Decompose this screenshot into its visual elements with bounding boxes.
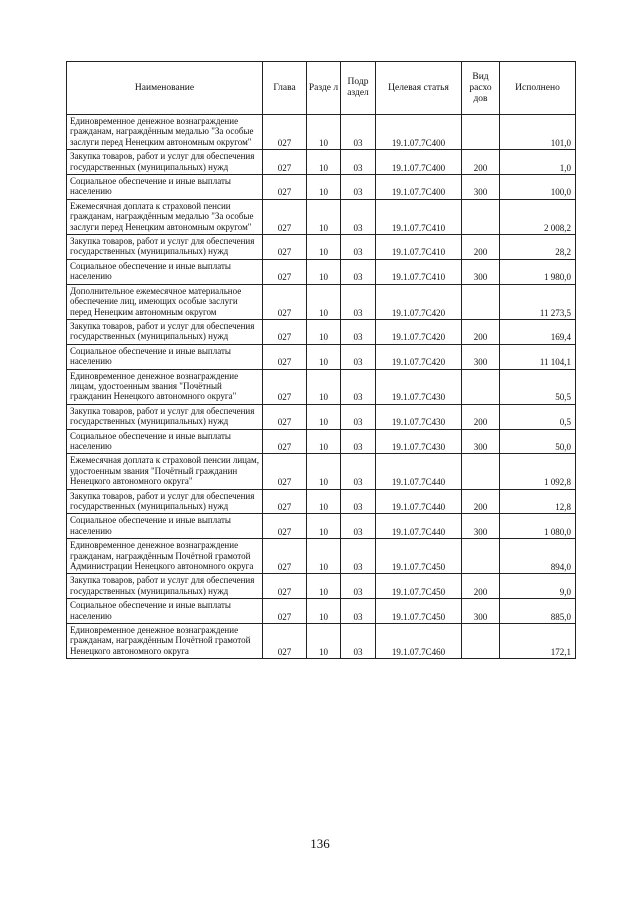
cell-statya: 19.1.07.7С410: [376, 199, 462, 234]
cell-statya: 19.1.07.7С450: [376, 539, 462, 574]
cell-glava: 027: [263, 429, 307, 454]
cell-name: Ежемесячная доплата к страховой пенсии гражданам, награждённым медалью "За особые заслуги перед Ненецким автономным округом": [67, 199, 263, 234]
table-row: [67, 344, 576, 369]
cell-vid: 300: [462, 259, 500, 284]
cell-vid: 300: [462, 175, 500, 200]
cell-name: Закупка товаров, работ и услуг для обеспечения государственных (муниципальных) нужд: [67, 489, 263, 514]
cell-glava: 027: [263, 404, 307, 429]
cell-podrazdel: 03: [341, 404, 376, 429]
cell-podrazdel: 03: [341, 344, 376, 369]
cell-vid: [462, 199, 500, 234]
cell-name: Закупка товаров, работ и услуг для обеспечения государственных (муниципальных) нужд: [67, 319, 263, 344]
cell-razdel: 10: [307, 235, 341, 260]
table-row: [67, 454, 576, 489]
cell-glava: 027: [263, 454, 307, 489]
table-row: [67, 574, 576, 599]
cell-podrazdel: 03: [341, 429, 376, 454]
cell-ispolneno: 11 104,1: [500, 344, 576, 369]
cell-ispolneno: 100,0: [500, 175, 576, 200]
cell-vid: 300: [462, 344, 500, 369]
cell-glava: 027: [263, 259, 307, 284]
table-row: [67, 235, 576, 260]
cell-glava: 027: [263, 514, 307, 539]
cell-vid: 300: [462, 599, 500, 624]
cell-name: Ежемесячная доплата к страховой пенсии лицам, удостоенным звания "Почётный гражданин Ненецкого автономного округа": [67, 454, 263, 489]
cell-razdel: 10: [307, 599, 341, 624]
cell-name: Социальное обеспечение и иные выплаты населению: [67, 344, 263, 369]
cell-ispolneno: 28,2: [500, 235, 576, 260]
table-row: [67, 319, 576, 344]
header-razdel: Разде л: [307, 62, 341, 115]
cell-glava: 027: [263, 319, 307, 344]
cell-glava: 027: [263, 369, 307, 404]
cell-name: Социальное обеспечение и иные выплаты населению: [67, 259, 263, 284]
cell-glava: 027: [263, 235, 307, 260]
cell-name: Закупка товаров, работ и услуг для обеспечения государственных (муниципальных) нужд: [67, 404, 263, 429]
cell-statya: 19.1.07.7С420: [376, 344, 462, 369]
cell-name: Социальное обеспечение и иные выплаты населению: [67, 599, 263, 624]
cell-name: Закупка товаров, работ и услуг для обеспечения государственных (муниципальных) нужд: [67, 574, 263, 599]
table-row: [67, 514, 576, 539]
cell-vid: 200: [462, 235, 500, 260]
cell-razdel: 10: [307, 454, 341, 489]
cell-name: Социальное обеспечение и иные выплаты населению: [67, 175, 263, 200]
budget-table: [66, 61, 576, 659]
table-row: [67, 599, 576, 624]
cell-statya: 19.1.07.7С400: [376, 175, 462, 200]
cell-glava: 027: [263, 175, 307, 200]
cell-ispolneno: 11 273,5: [500, 284, 576, 319]
cell-name: Единовременное денежное вознаграждение гражданам, награждённым Почётной грамотой Администрации Ненецкого автономного округа: [67, 539, 263, 574]
cell-statya: 19.1.07.7С440: [376, 514, 462, 539]
cell-statya: 19.1.07.7С410: [376, 235, 462, 260]
cell-ispolneno: 50,5: [500, 369, 576, 404]
cell-statya: 19.1.07.7С400: [376, 150, 462, 175]
cell-vid: [462, 284, 500, 319]
cell-glava: 027: [263, 284, 307, 319]
cell-vid: 200: [462, 574, 500, 599]
cell-name: Единовременное денежное вознаграждение гражданам, награждённым медалью "За особые заслуги перед Ненецким автономным округом": [67, 115, 263, 150]
cell-podrazdel: 03: [341, 539, 376, 574]
cell-statya: 19.1.07.7С400: [376, 115, 462, 150]
table-row: [67, 404, 576, 429]
cell-podrazdel: 03: [341, 454, 376, 489]
cell-statya: 19.1.07.7С420: [376, 284, 462, 319]
table-row: [67, 539, 576, 574]
cell-glava: 027: [263, 150, 307, 175]
table-row: [67, 284, 576, 319]
cell-ispolneno: 885,0: [500, 599, 576, 624]
cell-podrazdel: 03: [341, 624, 376, 659]
table-row: [67, 259, 576, 284]
cell-razdel: 10: [307, 624, 341, 659]
table-row: [67, 369, 576, 404]
cell-podrazdel: 03: [341, 199, 376, 234]
cell-vid: 200: [462, 404, 500, 429]
cell-ispolneno: 2 008,2: [500, 199, 576, 234]
cell-statya: 19.1.07.7С460: [376, 624, 462, 659]
cell-podrazdel: 03: [341, 284, 376, 319]
cell-podrazdel: 03: [341, 489, 376, 514]
cell-razdel: 10: [307, 369, 341, 404]
cell-glava: 027: [263, 489, 307, 514]
page-number: 136: [310, 836, 330, 851]
cell-ispolneno: 1 092,8: [500, 454, 576, 489]
table-row: [67, 115, 576, 150]
cell-podrazdel: 03: [341, 259, 376, 284]
cell-name: Социальное обеспечение и иные выплаты населению: [67, 514, 263, 539]
cell-razdel: 10: [307, 514, 341, 539]
cell-statya: 19.1.07.7С420: [376, 319, 462, 344]
cell-ispolneno: 0,5: [500, 404, 576, 429]
header-vid: Вид расхо дов: [462, 62, 500, 115]
cell-podrazdel: 03: [341, 150, 376, 175]
cell-vid: 200: [462, 489, 500, 514]
cell-razdel: 10: [307, 199, 341, 234]
cell-name: Единовременное денежное вознаграждение лицам, удостоенным звания "Почётный гражданин Ненецкого автономного округа": [67, 369, 263, 404]
cell-vid: [462, 454, 500, 489]
cell-statya: 19.1.07.7С430: [376, 429, 462, 454]
cell-statya: 19.1.07.7С450: [376, 574, 462, 599]
header-statya: Целевая статья: [376, 62, 462, 115]
table-body: [67, 115, 576, 659]
cell-razdel: 10: [307, 344, 341, 369]
cell-ispolneno: 1 980,0: [500, 259, 576, 284]
header-ispolneno: Исполнено: [500, 62, 576, 115]
cell-vid: 200: [462, 319, 500, 344]
table-row: [67, 624, 576, 659]
cell-vid: [462, 115, 500, 150]
cell-glava: 027: [263, 539, 307, 574]
cell-podrazdel: 03: [341, 319, 376, 344]
cell-statya: 19.1.07.7С430: [376, 404, 462, 429]
cell-vid: [462, 369, 500, 404]
cell-glava: 027: [263, 624, 307, 659]
cell-name: Социальное обеспечение и иные выплаты населению: [67, 429, 263, 454]
cell-ispolneno: 9,0: [500, 574, 576, 599]
cell-ispolneno: 12,8: [500, 489, 576, 514]
cell-razdel: 10: [307, 115, 341, 150]
cell-razdel: 10: [307, 489, 341, 514]
cell-razdel: 10: [307, 404, 341, 429]
cell-statya: 19.1.07.7С410: [376, 259, 462, 284]
cell-glava: 027: [263, 574, 307, 599]
cell-podrazdel: 03: [341, 574, 376, 599]
cell-vid: [462, 539, 500, 574]
cell-statya: 19.1.07.7С440: [376, 454, 462, 489]
cell-podrazdel: 03: [341, 175, 376, 200]
cell-name: Закупка товаров, работ и услуг для обеспечения государственных (муниципальных) нужд: [67, 150, 263, 175]
cell-name: Дополнительное ежемесячное материальное обеспечение лиц, имеющих особые заслуги перед Ненецким автономным округом: [67, 284, 263, 319]
table-row: [67, 150, 576, 175]
cell-ispolneno: 1,0: [500, 150, 576, 175]
table-row: [67, 489, 576, 514]
cell-glava: 027: [263, 599, 307, 624]
header-name: Наименование: [67, 62, 263, 115]
cell-ispolneno: 894,0: [500, 539, 576, 574]
table-row: [67, 175, 576, 200]
table-row: [67, 429, 576, 454]
cell-name: Закупка товаров, работ и услуг для обеспечения государственных (муниципальных) нужд: [67, 235, 263, 260]
cell-vid: 300: [462, 514, 500, 539]
cell-ispolneno: 1 080,0: [500, 514, 576, 539]
cell-glava: 027: [263, 115, 307, 150]
cell-name: Единовременное денежное вознаграждение гражданам, награждённым Почётной грамотой Ненецкого автономного округа: [67, 624, 263, 659]
cell-podrazdel: 03: [341, 115, 376, 150]
cell-podrazdel: 03: [341, 369, 376, 404]
cell-razdel: 10: [307, 574, 341, 599]
cell-razdel: 10: [307, 259, 341, 284]
cell-ispolneno: 50,0: [500, 429, 576, 454]
cell-ispolneno: 101,0: [500, 115, 576, 150]
cell-razdel: 10: [307, 429, 341, 454]
cell-razdel: 10: [307, 284, 341, 319]
cell-vid: 300: [462, 429, 500, 454]
cell-razdel: 10: [307, 150, 341, 175]
header-podrazdel: Подр аздел: [341, 62, 376, 115]
cell-vid: [462, 624, 500, 659]
cell-razdel: 10: [307, 319, 341, 344]
cell-podrazdel: 03: [341, 599, 376, 624]
cell-vid: 200: [462, 150, 500, 175]
cell-ispolneno: 172,1: [500, 624, 576, 659]
cell-statya: 19.1.07.7С430: [376, 369, 462, 404]
header-glava: Глава: [263, 62, 307, 115]
cell-statya: 19.1.07.7С450: [376, 599, 462, 624]
table-row: [67, 199, 576, 234]
table-header-row: [67, 62, 576, 115]
cell-podrazdel: 03: [341, 235, 376, 260]
cell-podrazdel: 03: [341, 514, 376, 539]
cell-ispolneno: 169,4: [500, 319, 576, 344]
cell-glava: 027: [263, 199, 307, 234]
cell-statya: 19.1.07.7С440: [376, 489, 462, 514]
cell-razdel: 10: [307, 539, 341, 574]
cell-glava: 027: [263, 344, 307, 369]
cell-razdel: 10: [307, 175, 341, 200]
